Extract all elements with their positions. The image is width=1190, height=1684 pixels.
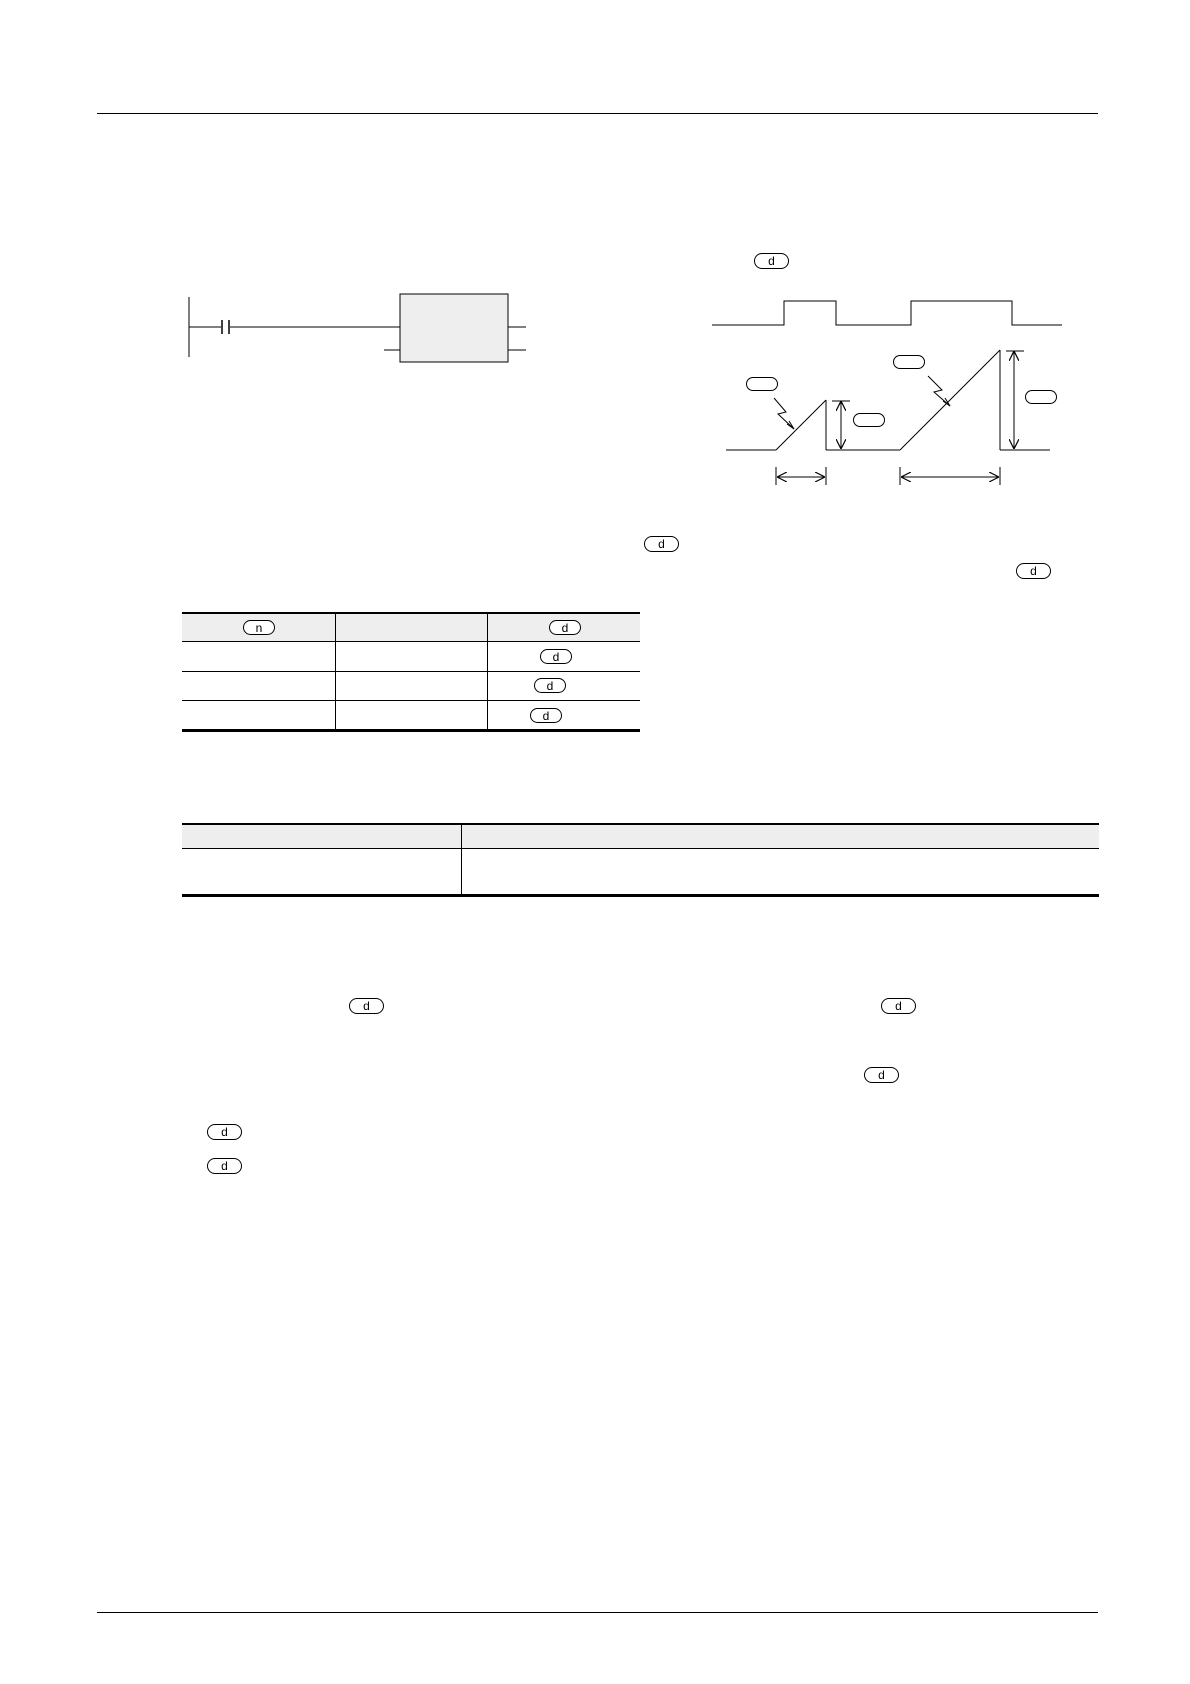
table1-header-rule bbox=[182, 641, 640, 642]
table-n-d bbox=[182, 612, 640, 732]
device-d-badge-text-1: d bbox=[644, 536, 679, 552]
ramp1-label-badge bbox=[746, 377, 778, 391]
table1-header-n-badge: n bbox=[243, 620, 275, 635]
device-d-badge-text-4: d bbox=[881, 998, 916, 1014]
device-d-badge-text-2: d bbox=[1016, 563, 1051, 579]
ramp2-label-badge bbox=[893, 355, 925, 369]
device-d-badge-waveform: d bbox=[754, 253, 789, 269]
table1-header-d-badge: d bbox=[549, 620, 581, 635]
table2-header-rule bbox=[182, 848, 1099, 849]
table2-bottom-rule bbox=[182, 894, 1099, 897]
table1-r1-d-badge: d bbox=[540, 649, 572, 664]
ramp1-leader-head bbox=[787, 421, 794, 429]
ramp1-height-badge bbox=[853, 413, 885, 427]
device-d-badge-list-1: d bbox=[207, 1124, 242, 1140]
table1-row1-rule bbox=[182, 671, 640, 672]
ramp1-slope bbox=[776, 400, 826, 450]
table-wide bbox=[182, 823, 1099, 897]
ramp2-height-badge bbox=[1025, 390, 1057, 404]
table1-r2-d-badge: d bbox=[534, 678, 566, 693]
table1-row2-rule bbox=[182, 700, 640, 701]
table2-col-divider bbox=[461, 825, 462, 894]
input-pulse-waveform bbox=[712, 301, 1062, 325]
ramp2-leader-head bbox=[943, 398, 950, 406]
table1-bottom-rule bbox=[182, 729, 640, 732]
device-d-badge-list-2: d bbox=[207, 1158, 242, 1174]
device-d-badge-text-3: d bbox=[349, 998, 384, 1014]
table1-col-divider-2 bbox=[487, 614, 488, 729]
device-d-badge-text-5: d bbox=[864, 1067, 899, 1083]
table2-header-row bbox=[182, 825, 1099, 848]
table1-col-divider-1 bbox=[335, 614, 336, 729]
table1-r3-d-badge: d bbox=[530, 708, 562, 723]
